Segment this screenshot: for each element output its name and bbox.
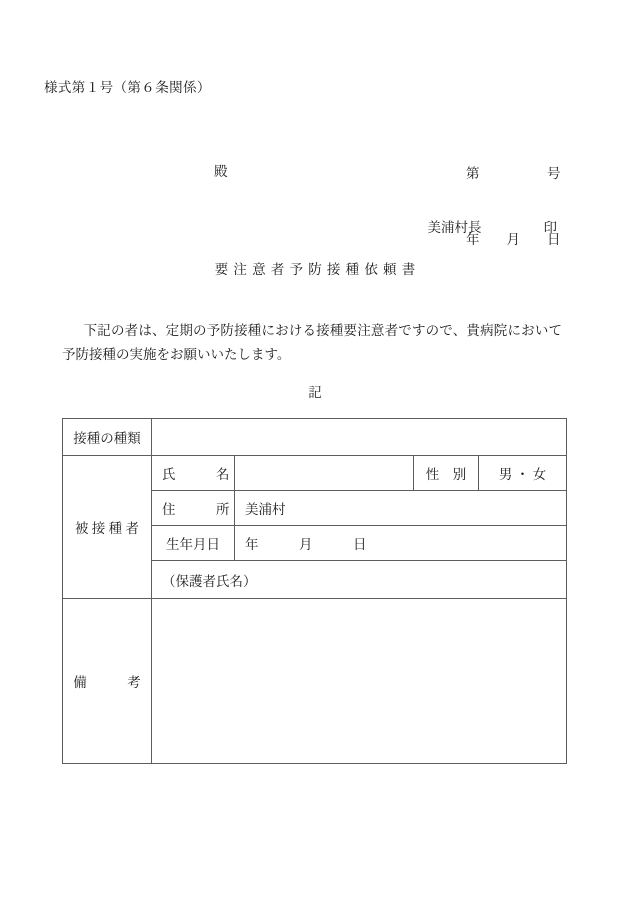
document-number-line: 第 号 xyxy=(466,166,561,181)
document-title: 要注意者予防接種依頼書 xyxy=(214,262,421,277)
vaccination-type-label: 接種の種類 xyxy=(63,419,152,456)
table-row-vaccination-type xyxy=(63,419,567,456)
guardian-label[interactable]: （保護者氏名） xyxy=(152,561,567,599)
document-date-line: 年 月 日 xyxy=(466,232,561,247)
addressee-honorific: 殿 xyxy=(214,164,228,179)
ki-mark: 記 xyxy=(308,385,322,400)
body-paragraph: 下記の者は、定期の予防接種における接種要注意者ですので、貴病院において予防接種の実施をお願いいたします。 xyxy=(62,323,562,362)
name-value[interactable] xyxy=(235,456,414,491)
remarks-label: 備 考 xyxy=(63,599,152,764)
recipient-label: 被 接 種 者 xyxy=(63,456,152,599)
issuer-block xyxy=(414,200,557,252)
gender-options[interactable]: 男 ・ 女 xyxy=(479,456,567,491)
issuer-name: 美浦村長 xyxy=(427,220,482,235)
name-label: 氏 名 xyxy=(152,456,235,491)
table-row-remarks xyxy=(63,599,567,764)
seal-mark: 印 xyxy=(543,220,557,235)
table-row-name xyxy=(63,456,567,491)
birthdate-value[interactable]: 年 月 日 xyxy=(235,526,567,561)
remarks-value[interactable] xyxy=(152,599,567,764)
address-label: 住 所 xyxy=(152,491,235,526)
form-number: 様式第１号（第６条関係） xyxy=(44,80,211,95)
form-table xyxy=(62,418,567,764)
vaccination-type-value[interactable] xyxy=(152,419,567,456)
gender-label: 性 別 xyxy=(414,456,479,491)
birthdate-label: 生年月日 xyxy=(152,526,235,561)
address-value[interactable]: 美浦村 xyxy=(235,491,567,526)
